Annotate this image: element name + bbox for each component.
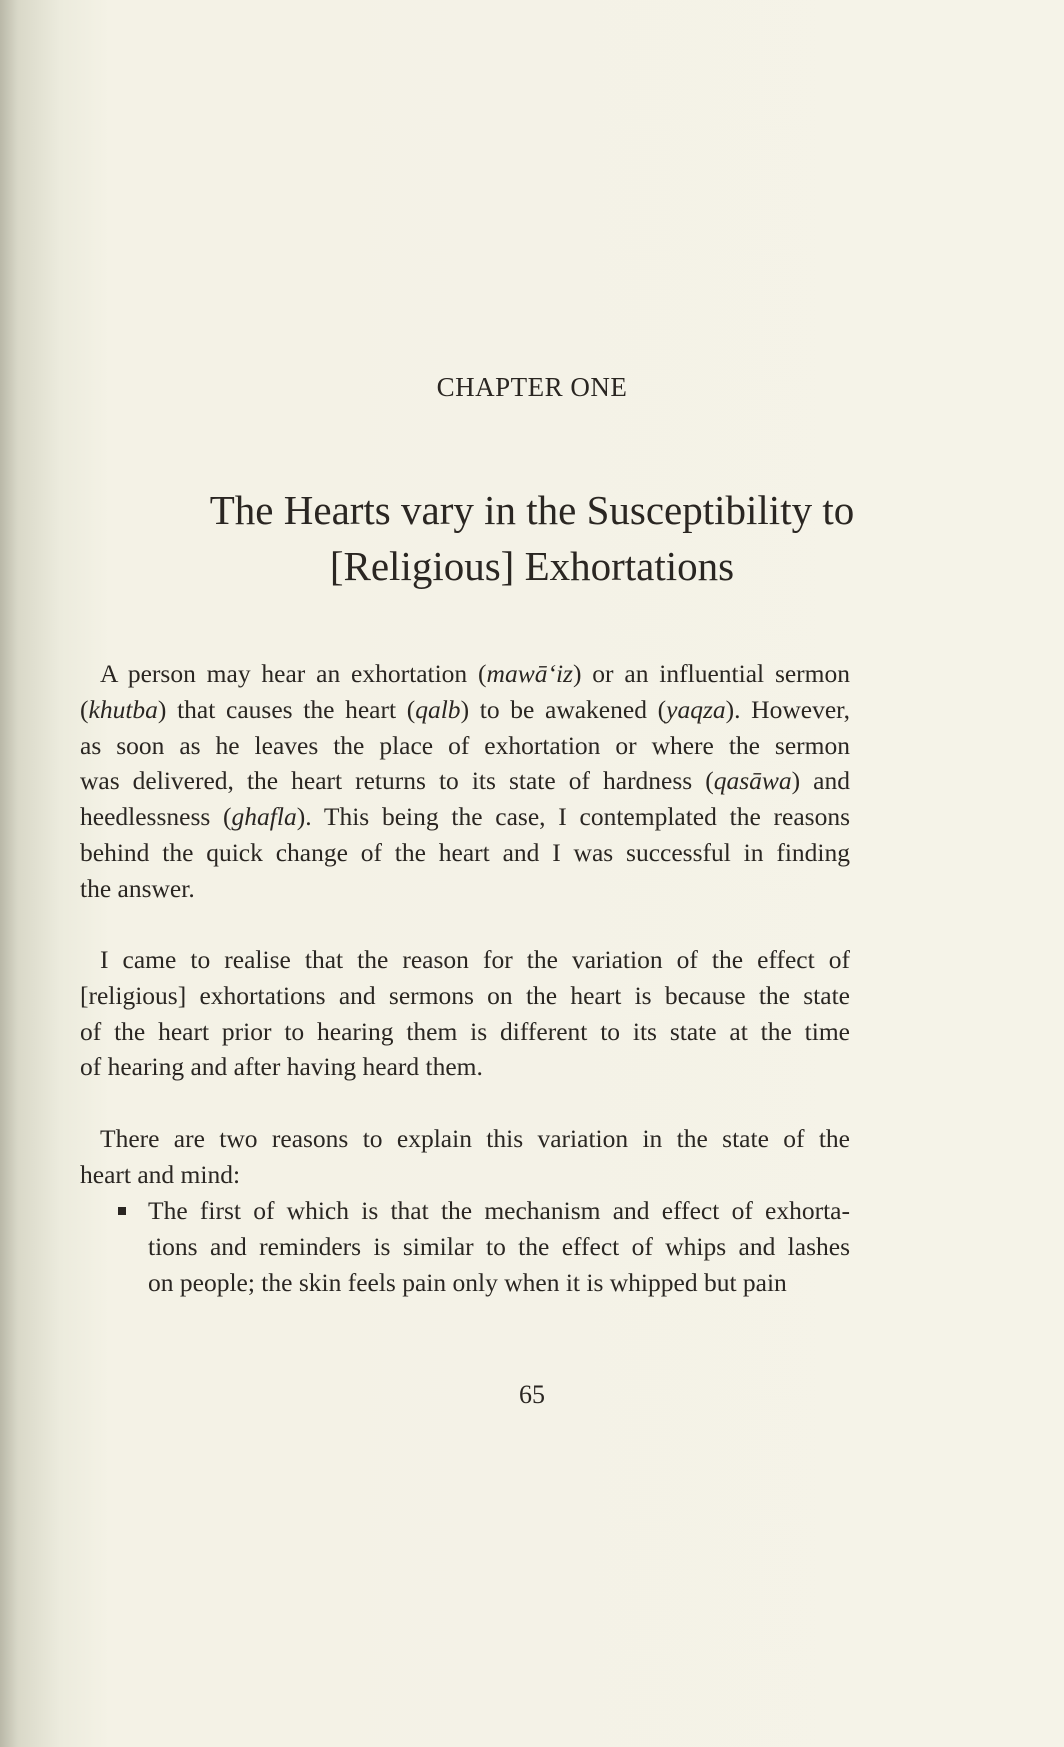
paragraph-3: [80, 1121, 850, 1193]
paragraph-1: [80, 656, 850, 907]
text-segment: of hearing and after having heard them.: [80, 1052, 483, 1082]
text-line: [80, 656, 850, 692]
text-line: [80, 942, 850, 978]
text-segment: heedlessness (: [80, 802, 232, 832]
text-line: [80, 978, 850, 1014]
text-line: [80, 1121, 850, 1157]
text-segment: ) and: [791, 766, 850, 796]
text-line: [80, 763, 850, 799]
transliteration: ghafla: [231, 802, 297, 832]
chapter-title-line: The Hearts vary in the Susceptibility to: [209, 487, 855, 533]
transliteration: khutba: [88, 694, 158, 724]
text-segment: the answer.: [80, 873, 195, 903]
paragraph-2: [80, 942, 850, 1085]
text-segment: ) to be awakened (: [460, 694, 667, 724]
bullet-icon: [118, 1207, 126, 1215]
text-segment: A person may hear an exhortation (: [100, 659, 487, 688]
transliteration: mawā‘iz: [486, 659, 573, 688]
text-segment: on people; the skin feels pain only when it is whipped but pain: [148, 1267, 787, 1297]
bullet-item: [148, 1193, 850, 1300]
text-segment: of the heart prior to hearing them is different to its state at the time: [80, 1016, 850, 1046]
chapter-title: [0, 482, 1064, 594]
text-line: [80, 692, 850, 728]
text-line: [80, 799, 850, 835]
text-line: [80, 1049, 850, 1085]
text-segment: was delivered, the heart returns to its state of hardness (: [80, 766, 714, 796]
text-line: [80, 728, 850, 764]
text-segment: The first of which is that the mechanism and effect of exhorta-: [148, 1196, 850, 1225]
text-segment: heart and mind:: [80, 1159, 241, 1189]
transliteration: qasāwa: [713, 766, 792, 796]
text-line: [80, 835, 850, 871]
text-segment: There are two reasons to explain this variation in the state of the: [100, 1124, 850, 1153]
text-segment: I came to realise that the reason for the variation of the effect of: [100, 945, 850, 974]
text-line: [80, 871, 850, 907]
text-line: [148, 1193, 850, 1229]
chapter-label: CHAPTER ONE: [436, 372, 628, 402]
text-segment: ). This being the case, I contemplated the reasons: [296, 802, 850, 832]
text-segment: as soon as he leaves the place of exhortation or where the sermon: [80, 730, 850, 760]
text-segment: tions and reminders is similar to the effect of whips and lashes: [148, 1231, 850, 1261]
text-segment: ) that causes the heart (: [157, 694, 416, 724]
text-segment: ). However,: [725, 694, 850, 724]
text-segment: (: [80, 694, 89, 724]
text-segment: ) or an influential sermon: [572, 659, 851, 688]
transliteration: yaqza: [666, 694, 726, 724]
text-segment: behind the quick change of the heart and I was successful in finding: [80, 837, 850, 867]
text-line: [80, 1014, 850, 1050]
page-number: 65: [519, 1380, 545, 1409]
text-line: [148, 1229, 850, 1265]
text-line: [148, 1265, 850, 1301]
text-segment: [religious] exhortations and sermons on the heart is because the state: [80, 980, 850, 1010]
transliteration: qalb: [415, 694, 461, 724]
text-line: [80, 1157, 850, 1193]
chapter-title-line: [Religious] Exhortations: [329, 543, 735, 589]
